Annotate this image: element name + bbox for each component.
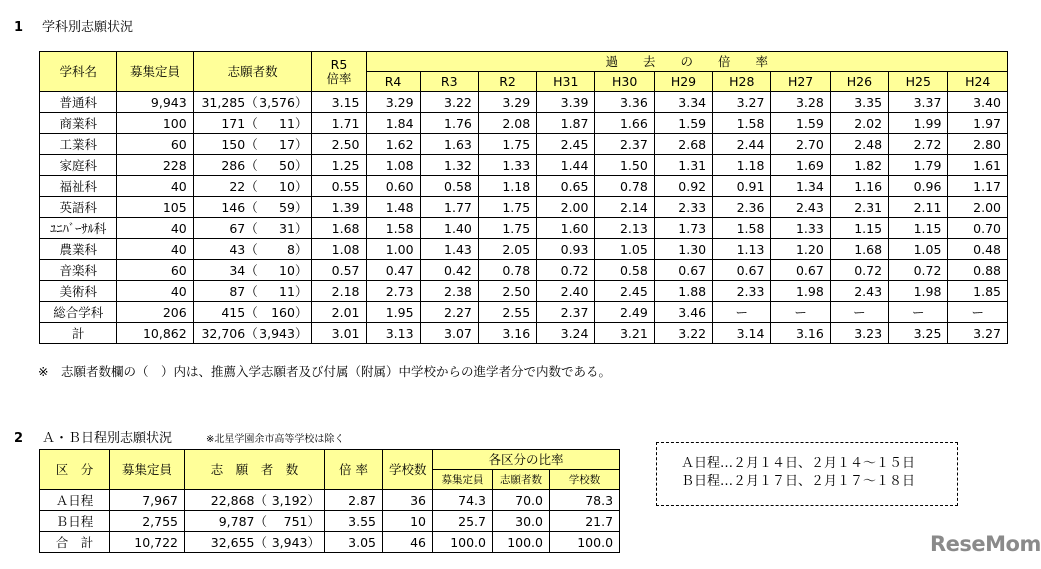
header-year-h25: H25 [889, 72, 948, 92]
past-ratio-cell: 1.88 [654, 281, 712, 302]
past-ratio-cell: 2.37 [595, 134, 654, 155]
share-schools: 21.7 [550, 511, 620, 532]
applicants-included: 10） [279, 263, 308, 278]
quota-cell: 60 [117, 134, 193, 155]
past-ratio-cell: 2.27 [420, 302, 478, 323]
past-ratio-cell: 3.23 [830, 323, 888, 344]
applicants-included: 59） [279, 200, 308, 215]
section1-footnote: ※ 志願者数欄の（ ）内は、推薦入学志願者及び付属（附属）中学校からの進学者分で内数である。 [38, 364, 611, 379]
quota-cell: 40 [117, 218, 193, 239]
department-name: 美術科 [40, 281, 117, 302]
department-row [40, 323, 1008, 344]
past-ratio-cell: 3.27 [713, 92, 771, 113]
s2-header-share-applicants: 志願者数 [493, 470, 550, 490]
applicants-cell [193, 281, 312, 302]
schedule-applicants [185, 532, 325, 553]
past-ratio-cell: 1.85 [948, 281, 1008, 302]
past-ratio-cell: 1.33 [771, 218, 830, 239]
past-ratio-cell: 3.16 [771, 323, 830, 344]
past-ratio-cell: 0.65 [537, 176, 595, 197]
past-ratio-cell: 3.13 [366, 323, 420, 344]
past-ratio-cell: 1.44 [537, 155, 595, 176]
schedule-schools: 36 [383, 490, 433, 511]
past-ratio-cell: 2.43 [830, 281, 888, 302]
past-ratio-cell: 1.75 [478, 218, 536, 239]
r5-ratio-cell: 1.39 [312, 197, 366, 218]
share-quota: 100.0 [433, 532, 493, 553]
past-ratio-cell: 2.33 [713, 281, 771, 302]
schedule-row [40, 532, 620, 553]
r5-ratio-cell: 0.57 [312, 260, 366, 281]
quota-cell: 105 [117, 197, 193, 218]
schedule-quota: 10,722 [110, 532, 185, 553]
past-ratio-cell: 2.45 [537, 134, 595, 155]
header-year-r3: R3 [420, 72, 478, 92]
past-ratio-cell: 0.72 [830, 260, 888, 281]
share-schools: 100.0 [550, 532, 620, 553]
schedule-row [40, 511, 620, 532]
header-applicants: 志願者数 [193, 52, 312, 92]
past-ratio-cell: 1.05 [595, 239, 654, 260]
department-row [40, 302, 1008, 323]
past-ratio-cell: 0.67 [771, 260, 830, 281]
past-ratio-cell: 2.55 [478, 302, 536, 323]
past-ratio-cell: 2.05 [478, 239, 536, 260]
past-ratio-cell: ー [713, 302, 771, 323]
header-r5-line2: 倍率 [326, 70, 352, 86]
schedule-applicants-total: 22,868（ [210, 493, 267, 508]
past-ratio-cell: 2.45 [595, 281, 654, 302]
past-ratio-cell: 0.78 [595, 176, 654, 197]
past-ratio-cell: 1.15 [830, 218, 888, 239]
header-year-h24: H24 [948, 72, 1008, 92]
past-ratio-cell: 2.02 [830, 113, 888, 134]
applicants-cell [193, 155, 312, 176]
past-ratio-cell: 1.00 [366, 239, 420, 260]
quota-cell: 40 [117, 176, 193, 197]
department-name: 家庭科 [40, 155, 117, 176]
s2-header-category: 区 分 [40, 450, 110, 490]
past-ratio-cell: 3.39 [537, 92, 595, 113]
applicants-cell [193, 134, 312, 155]
past-ratio-cell: 1.58 [713, 218, 771, 239]
past-ratio-cell: 3.07 [420, 323, 478, 344]
share-quota: 25.7 [433, 511, 493, 532]
past-ratio-cell: 1.69 [771, 155, 830, 176]
share-quota: 74.3 [433, 490, 493, 511]
schedule-ratio: 3.05 [325, 532, 383, 553]
schedule-applicants-total: 32,655（ [210, 535, 267, 550]
share-applicants: 30.0 [493, 511, 550, 532]
past-ratio-cell: 3.22 [420, 92, 478, 113]
department-table [39, 51, 1008, 344]
applicants-total: 43（ [229, 242, 258, 257]
past-ratio-cell: 1.34 [771, 176, 830, 197]
past-ratio-cell: 2.48 [830, 134, 888, 155]
section2-title-text: Ａ・Ｂ日程別志願状況 [42, 431, 173, 446]
applicants-total: 32,706（ [201, 326, 258, 341]
past-ratio-cell: 0.93 [537, 239, 595, 260]
schedule-applicants-included: 3,943） [271, 535, 320, 550]
past-ratio-cell: 1.16 [830, 176, 888, 197]
past-ratio-cell: 2.00 [537, 197, 595, 218]
s2-header-quota: 募集定員 [110, 450, 185, 490]
department-name: 農業科 [40, 239, 117, 260]
share-applicants: 70.0 [493, 490, 550, 511]
past-ratio-cell: 0.92 [654, 176, 712, 197]
header-year-h28: H28 [713, 72, 771, 92]
header-year-r2: R2 [478, 72, 536, 92]
past-ratio-cell: 0.91 [713, 176, 771, 197]
past-ratio-cell: 1.61 [948, 155, 1008, 176]
past-ratio-cell: 0.48 [948, 239, 1008, 260]
past-ratio-cell: 3.14 [713, 323, 771, 344]
schedule-applicants-included: 3,192） [271, 493, 320, 508]
department-row [40, 155, 1008, 176]
applicants-included: 31） [279, 221, 308, 236]
quota-cell: 9,943 [117, 92, 193, 113]
schedule-applicants-included: 751） [283, 514, 320, 529]
past-ratio-cell: 0.70 [948, 218, 1008, 239]
past-ratio-cell: 2.33 [654, 197, 712, 218]
past-ratio-cell: 1.87 [537, 113, 595, 134]
schedule-quota: 7,967 [110, 490, 185, 511]
past-ratio-cell: 3.27 [948, 323, 1008, 344]
past-ratio-cell: 0.47 [366, 260, 420, 281]
past-ratio-cell: 1.63 [420, 134, 478, 155]
past-ratio-cell: 1.77 [420, 197, 478, 218]
s2-header-applicants: 志 願 者 数 [185, 450, 325, 490]
section1-title [14, 20, 133, 36]
past-ratio-cell: 0.58 [420, 176, 478, 197]
share-schools: 78.3 [550, 490, 620, 511]
schedule-applicants [185, 511, 325, 532]
department-name: 音楽科 [40, 260, 117, 281]
past-ratio-cell: 1.75 [478, 134, 536, 155]
department-name: 総合学科 [40, 302, 117, 323]
past-ratio-cell: 2.44 [713, 134, 771, 155]
schedule-table [39, 449, 620, 553]
s2-header-ratio: 倍 率 [325, 450, 383, 490]
past-ratio-cell: 2.73 [366, 281, 420, 302]
past-ratio-cell: 0.60 [366, 176, 420, 197]
quota-cell: 40 [117, 281, 193, 302]
past-ratio-cell: 1.31 [654, 155, 712, 176]
past-ratio-cell: 3.37 [889, 92, 948, 113]
header-year-h27: H27 [771, 72, 830, 92]
past-ratio-cell: 2.43 [771, 197, 830, 218]
past-ratio-cell: 1.99 [889, 113, 948, 134]
schedule-ratio: 2.87 [325, 490, 383, 511]
applicants-total: 150（ [221, 137, 258, 152]
past-ratio-cell: 2.31 [830, 197, 888, 218]
past-ratio-cell: ー [889, 302, 948, 323]
applicants-included: 50） [279, 158, 308, 173]
resemom-logo: ReseMom [930, 532, 1041, 556]
applicants-total: 87（ [229, 284, 258, 299]
past-ratio-cell: 0.96 [889, 176, 948, 197]
past-ratio-cell: 3.25 [889, 323, 948, 344]
schedule-line-a: Ａ日程…２月１４日、２月１４～１５日 [681, 456, 916, 471]
past-ratio-cell: 1.05 [889, 239, 948, 260]
past-ratio-cell: 2.38 [420, 281, 478, 302]
past-ratio-cell: 1.18 [713, 155, 771, 176]
schedule-row [40, 490, 620, 511]
department-row [40, 281, 1008, 302]
department-row [40, 92, 1008, 113]
past-ratio-cell: 1.58 [713, 113, 771, 134]
past-ratio-cell: 2.00 [948, 197, 1008, 218]
schedule-applicants-total: 9,787（ [218, 514, 267, 529]
past-ratio-cell: 0.72 [537, 260, 595, 281]
header-quota: 募集定員 [117, 52, 193, 92]
past-ratio-cell: 1.15 [889, 218, 948, 239]
past-ratio-cell: 1.59 [654, 113, 712, 134]
schedule-schools: 46 [383, 532, 433, 553]
past-ratio-cell: 1.58 [366, 218, 420, 239]
applicants-cell [193, 176, 312, 197]
past-ratio-cell: 1.50 [595, 155, 654, 176]
department-name: 英語科 [40, 197, 117, 218]
past-ratio-cell: 3.40 [948, 92, 1008, 113]
applicants-total: 146（ [221, 200, 258, 215]
schedule-category: Ａ日程 [40, 490, 110, 511]
applicants-included: 160） [271, 305, 308, 320]
quota-cell: 40 [117, 239, 193, 260]
r5-ratio-cell: 1.25 [312, 155, 366, 176]
past-ratio-cell: 1.98 [771, 281, 830, 302]
past-ratio-cell: 3.46 [654, 302, 712, 323]
past-ratio-cell: 0.67 [654, 260, 712, 281]
r5-ratio-cell: 2.01 [312, 302, 366, 323]
past-ratio-cell: 0.88 [948, 260, 1008, 281]
schedule-box [656, 442, 958, 506]
header-year-h31: H31 [537, 72, 595, 92]
schedule-category: 合 計 [40, 532, 110, 553]
quota-cell: 100 [117, 113, 193, 134]
past-ratio-cell: 1.32 [420, 155, 478, 176]
s2-header-schools: 学校数 [383, 450, 433, 490]
past-ratio-cell: 1.48 [366, 197, 420, 218]
section2-note: ※北星学園余市高等学校は除く [206, 434, 345, 445]
r5-ratio-cell: 1.68 [312, 218, 366, 239]
past-ratio-cell: 3.29 [478, 92, 536, 113]
department-row [40, 134, 1008, 155]
past-ratio-cell: 1.76 [420, 113, 478, 134]
past-ratio-cell: 1.18 [478, 176, 536, 197]
applicants-included: 10） [279, 179, 308, 194]
r5-ratio-cell: 2.50 [312, 134, 366, 155]
schedule-schools: 10 [383, 511, 433, 532]
past-ratio-cell: 1.20 [771, 239, 830, 260]
applicants-cell [193, 302, 312, 323]
applicants-cell [193, 197, 312, 218]
applicants-total: 31,285（ [201, 95, 258, 110]
applicants-included: 17） [279, 137, 308, 152]
schedule-ratio: 3.55 [325, 511, 383, 532]
r5-ratio-cell: 2.18 [312, 281, 366, 302]
applicants-total: 171（ [221, 116, 258, 131]
applicants-total: 286（ [221, 158, 258, 173]
applicants-included: 3,576） [259, 95, 308, 110]
department-name: 福祉科 [40, 176, 117, 197]
applicants-cell [193, 92, 312, 113]
past-ratio-cell: 1.60 [537, 218, 595, 239]
r5-ratio-cell: 3.15 [312, 92, 366, 113]
schedule-applicants [185, 490, 325, 511]
past-ratio-cell: 2.37 [537, 302, 595, 323]
r5-ratio-cell: 1.71 [312, 113, 366, 134]
past-ratio-cell: 2.50 [478, 281, 536, 302]
past-ratio-cell: 1.82 [830, 155, 888, 176]
past-ratio-cell: 1.59 [771, 113, 830, 134]
past-ratio-cell: 2.49 [595, 302, 654, 323]
header-r5-line1: R5 [330, 56, 348, 72]
applicants-total: 67（ [229, 221, 258, 236]
department-row [40, 218, 1008, 239]
past-ratio-cell: ー [830, 302, 888, 323]
schedule-line-b: Ｂ日程…２月１７日、２月１７～１８日 [681, 474, 916, 489]
department-row [40, 260, 1008, 281]
past-ratio-cell: 2.70 [771, 134, 830, 155]
past-ratio-cell: 1.43 [420, 239, 478, 260]
past-ratio-cell: 1.08 [366, 155, 420, 176]
past-ratio-cell: 1.68 [830, 239, 888, 260]
past-ratio-cell: 2.40 [537, 281, 595, 302]
past-ratio-cell: 0.42 [420, 260, 478, 281]
past-ratio-cell: 1.13 [713, 239, 771, 260]
header-dept: 学科名 [40, 52, 117, 92]
past-ratio-cell: 1.40 [420, 218, 478, 239]
past-ratio-cell: ー [948, 302, 1008, 323]
past-ratio-cell: 2.14 [595, 197, 654, 218]
applicants-cell [193, 260, 312, 281]
department-name: 普通科 [40, 92, 117, 113]
quota-cell: 206 [117, 302, 193, 323]
past-ratio-cell: 3.24 [537, 323, 595, 344]
quota-cell: 60 [117, 260, 193, 281]
past-ratio-cell: 2.80 [948, 134, 1008, 155]
section2-number: 2 [14, 431, 24, 446]
section1-number: 1 [14, 20, 24, 35]
past-ratio-cell: ー [771, 302, 830, 323]
r5-ratio-cell: 0.55 [312, 176, 366, 197]
past-ratio-cell: 0.58 [595, 260, 654, 281]
section1-title-text: 学科別志願状況 [42, 20, 134, 35]
department-name: ﾕﾆﾊﾞｰｻﾙ科 [40, 218, 117, 239]
applicants-total: 415（ [221, 305, 258, 320]
s2-header-share-quota: 募集定員 [433, 470, 493, 490]
s2-header-share-schools: 学校数 [550, 470, 620, 490]
header-year-h30: H30 [595, 72, 654, 92]
department-name: 計 [40, 323, 117, 344]
past-ratio-cell: 2.11 [889, 197, 948, 218]
past-ratio-cell: 1.75 [478, 197, 536, 218]
past-ratio-cell: 1.98 [889, 281, 948, 302]
header-year-r4: R4 [366, 72, 420, 92]
department-row [40, 197, 1008, 218]
r5-ratio-cell: 1.08 [312, 239, 366, 260]
department-row [40, 113, 1008, 134]
past-ratio-cell: 3.22 [654, 323, 712, 344]
applicants-included: 3,943） [259, 326, 308, 341]
applicants-included: 11） [279, 284, 308, 299]
past-ratio-cell: 3.35 [830, 92, 888, 113]
past-ratio-cell: 3.29 [366, 92, 420, 113]
department-name: 商業科 [40, 113, 117, 134]
past-ratio-cell: 1.97 [948, 113, 1008, 134]
applicants-cell [193, 113, 312, 134]
past-ratio-cell: 1.95 [366, 302, 420, 323]
past-ratio-cell: 2.72 [889, 134, 948, 155]
r5-ratio-cell: 3.01 [312, 323, 366, 344]
past-ratio-cell: 3.28 [771, 92, 830, 113]
past-ratio-cell: 1.30 [654, 239, 712, 260]
applicants-cell [193, 218, 312, 239]
schedule-quota: 2,755 [110, 511, 185, 532]
past-ratio-cell: 1.84 [366, 113, 420, 134]
quota-cell: 10,862 [117, 323, 193, 344]
past-ratio-cell: 2.36 [713, 197, 771, 218]
past-ratio-cell: 2.68 [654, 134, 712, 155]
quota-cell: 228 [117, 155, 193, 176]
applicants-cell [193, 239, 312, 260]
past-ratio-cell: 3.34 [654, 92, 712, 113]
past-ratio-cell: 1.66 [595, 113, 654, 134]
past-ratio-cell: 0.78 [478, 260, 536, 281]
past-ratio-cell: 3.21 [595, 323, 654, 344]
section2-title [14, 431, 344, 448]
applicants-total: 22（ [229, 179, 258, 194]
past-ratio-cell: 1.62 [366, 134, 420, 155]
department-row [40, 176, 1008, 197]
applicants-included: 8） [287, 242, 308, 257]
header-r5-ratio [312, 52, 366, 92]
applicants-cell [193, 323, 312, 344]
department-name: 工業科 [40, 134, 117, 155]
s2-header-share-group: 各区分の比率 [433, 450, 620, 470]
department-row [40, 239, 1008, 260]
applicants-total: 34（ [229, 263, 258, 278]
past-ratio-cell: 3.16 [478, 323, 536, 344]
past-ratio-cell: 2.13 [595, 218, 654, 239]
past-ratio-cell: 1.73 [654, 218, 712, 239]
past-ratio-cell: 3.36 [595, 92, 654, 113]
header-year-h29: H29 [654, 72, 712, 92]
past-ratio-cell: 2.08 [478, 113, 536, 134]
schedule-category: Ｂ日程 [40, 511, 110, 532]
past-ratio-cell: 0.67 [713, 260, 771, 281]
past-ratio-cell: 1.17 [948, 176, 1008, 197]
past-ratio-cell: 1.33 [478, 155, 536, 176]
share-applicants: 100.0 [493, 532, 550, 553]
header-past-ratios: 過 去 の 倍 率 [366, 52, 1007, 72]
header-year-h26: H26 [830, 72, 888, 92]
applicants-included: 11） [279, 116, 308, 131]
past-ratio-cell: 0.72 [889, 260, 948, 281]
past-ratio-cell: 1.79 [889, 155, 948, 176]
